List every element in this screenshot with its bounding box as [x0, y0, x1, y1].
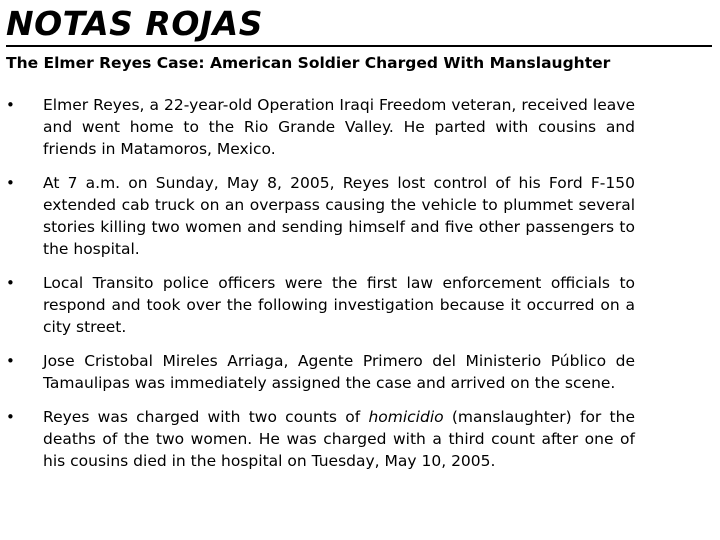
bullet-text-italic: homicidio: [368, 408, 444, 426]
bullet-marker: •: [6, 174, 15, 192]
bullet-marker: •: [6, 408, 15, 426]
title-underline: [6, 45, 712, 47]
bullet-marker: •: [6, 274, 15, 292]
bullet-marker: •: [6, 352, 15, 370]
bullet-text-before: Reyes was charged with two counts of: [43, 408, 369, 426]
bullet-text: Elmer Reyes, a 22-year-old Operation Iraqi Freedom veteran, received leave and went home to the Rio Grande Valley. He parted with cousins and friends in Matamoros, Mexico.: [43, 96, 635, 158]
bullet-text-after: (manslaughter) for the deaths of the two women. He was charged with a third count after one of his cousins died in the hospital on Tuesday, May 10, 2005.: [43, 408, 635, 470]
bullet-text: At 7 a.m. on Sunday, May 8, 2005, Reyes lost control of his Ford F-150 extended cab truck on an overpass causing the vehicle to plummet several stories killing two women and sending himself and five other passengers to the hospital.: [43, 174, 635, 258]
bullet-item-3: [6, 272, 635, 338]
bullet-item-5: [6, 406, 635, 472]
bullet-item-2: [6, 172, 635, 260]
bullet-marker: •: [6, 96, 15, 114]
bullet-text: Jose Cristobal Mireles Arriaga, Agente Primero del Ministerio Público de Tamaulipas was immediately assigned the case and arrived on the scene.: [43, 352, 635, 392]
slide-subtitle: The Elmer Reyes Case: American Soldier Charged With Manslaughter: [6, 54, 611, 72]
bullet-item-4: [6, 350, 635, 394]
bullet-list: [0, 94, 635, 484]
bullet-item-1: [6, 94, 635, 160]
slide-title: NOTAS ROJAS: [6, 4, 263, 43]
bullet-text: Local Transito police officers were the first law enforcement officials to respond and took over the following investigation because it occurred on a city street.: [43, 274, 635, 336]
